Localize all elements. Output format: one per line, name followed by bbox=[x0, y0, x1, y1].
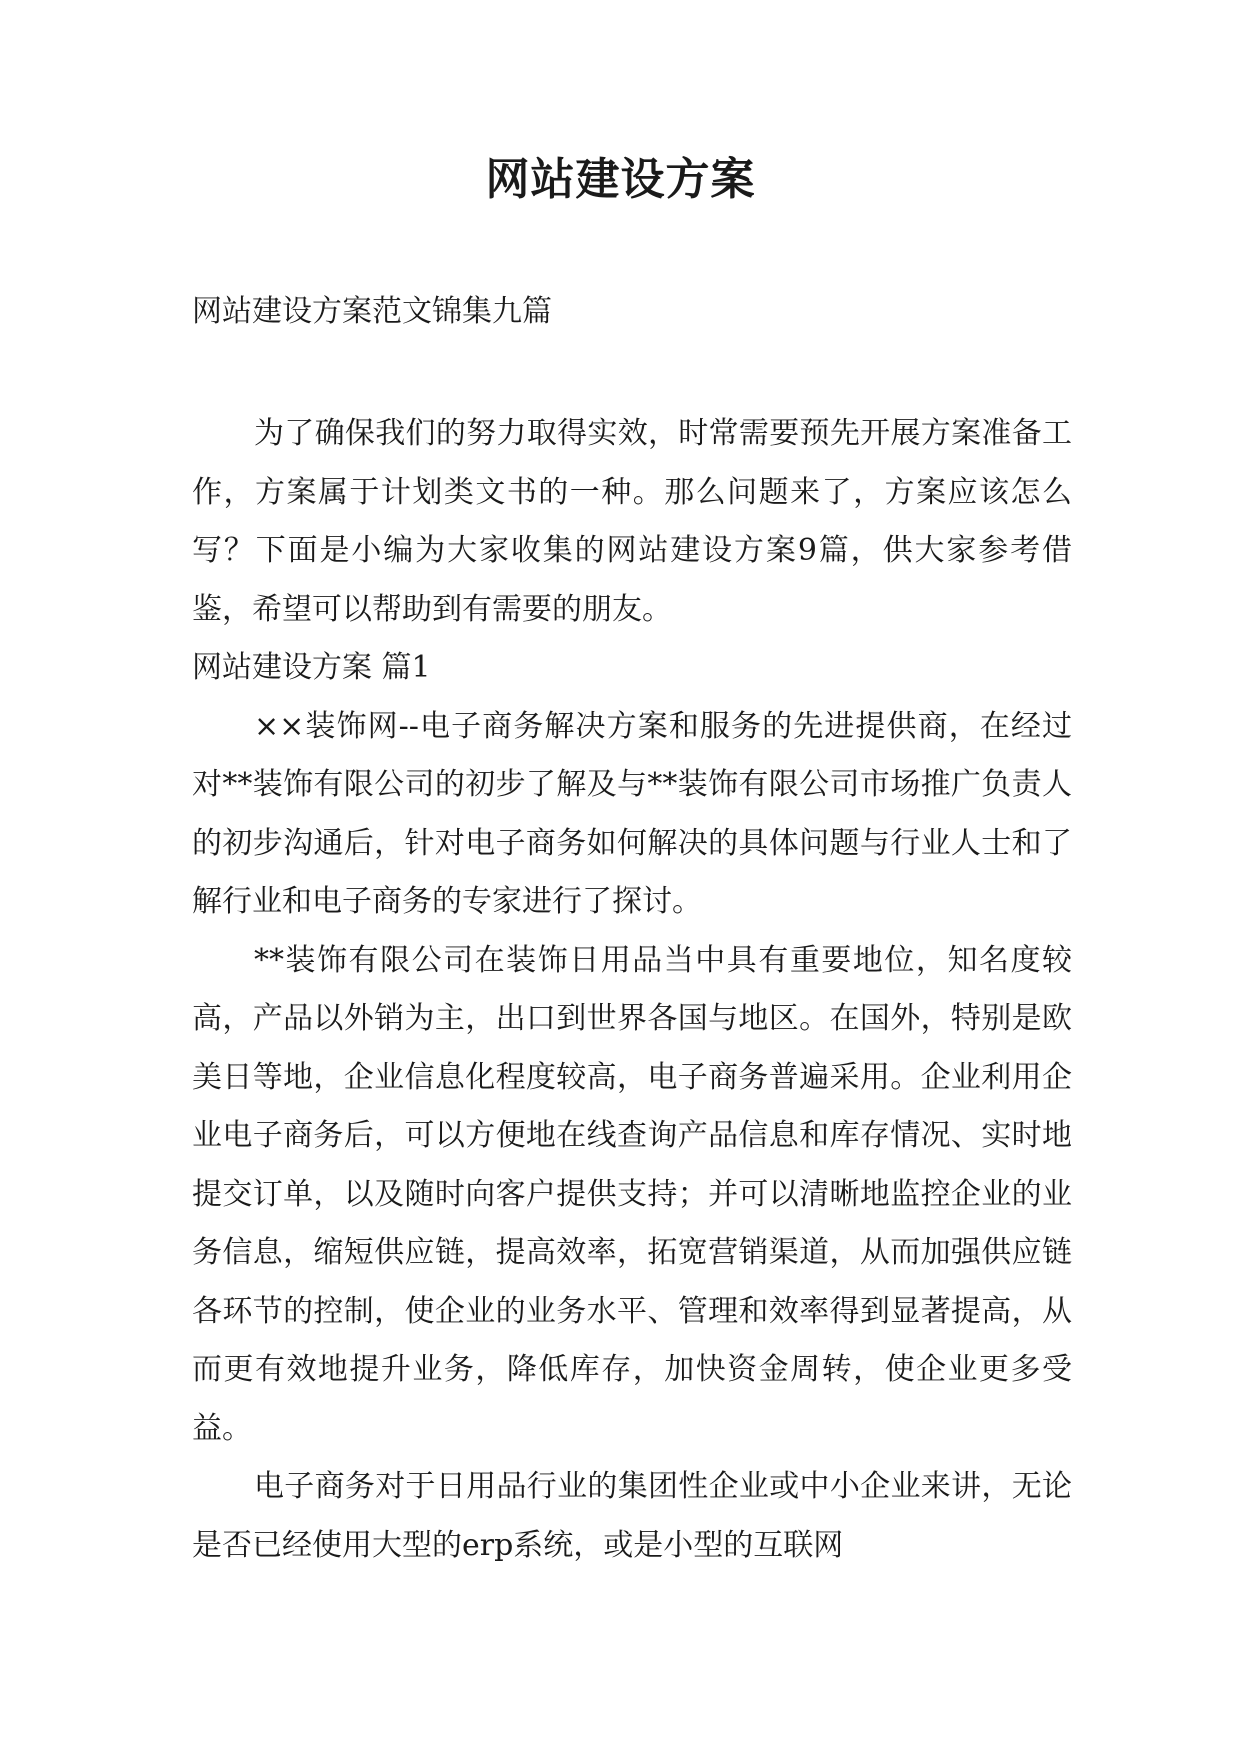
body-paragraph: 电子商务对于日用品行业的集团性企业或中小企业来讲，无论是否已经使用大型的erp系统，或是小型的互联网 bbox=[192, 1469, 1072, 1563]
body-paragraph: ××装饰网--电子商务解决方案和服务的先进提供商，在经过对**装饰有限公司的初步了解及与**装饰有限公司市场推广负责人的初步沟通后，针对电子商务如何解决的具体问题与行业人士和了解行业和电子商务的专家进行了探讨。 bbox=[192, 708, 1072, 919]
body-paragraph: **装饰有限公司在装饰日用品当中具有重要地位，知名度较高，产品以外销为主，出口到世界各国与地区。在国外，特别是欧美日等地，企业信息化程度较高，电子商务普遍采用。企业利用企业电子商务后，可以方便地在线查询产品信息和库存情况、实时地提交订单，以及随时向客户提供支持；并可以清晰地监控企业的业务信息，缩短供应链，提高效率，拓宽营销渠道，从而加强供应链各环节的控制，使企业的业务水平、管理和效率得到显著提高，从而更有效地提升业务，降低库存，加快资金周转，使企业更多受益。 bbox=[192, 942, 1072, 1446]
intro-paragraph: 为了确保我们的努力取得实效，时常需要预先开展方案准备工作，方案属于计划类文书的一种。那么问题来了，方案应该怎么写？下面是小编为大家收集的网站建设方案9篇，供大家参考借鉴，希望可以帮助到有需要的朋友。 bbox=[192, 416, 1072, 627]
document-title: 网站建设方案 bbox=[485, 154, 756, 205]
document-subtitle: 网站建设方案范文锦集九篇 bbox=[192, 294, 552, 329]
section-heading: 网站建设方案 篇1 bbox=[192, 650, 431, 685]
document-body bbox=[192, 405, 1072, 1575]
